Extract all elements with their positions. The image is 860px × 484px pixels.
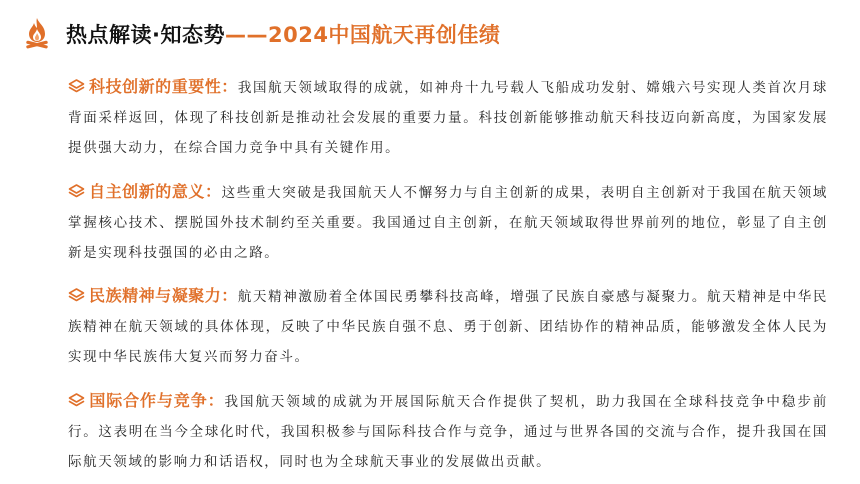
layered-diamond-icon xyxy=(68,79,85,93)
section-text: 我国航天领域的成就为开展国际航天合作提供了契机，助力我国在全球科技竞争中稳步前行。这表明在当今全球化时代，我国积极参与国际科技合作与竞争，通过与世界各国的交流与合作，提升我国在国际航天领域的影响力和话语权，同时也为全球航天事业的发展做出贡献。 xyxy=(68,393,828,470)
section-heading: 科技创新的重要性： xyxy=(89,77,238,96)
section-international-cooperation xyxy=(68,386,828,477)
section-heading: 民族精神与凝聚力： xyxy=(89,286,238,305)
content-sections xyxy=(68,72,828,484)
section-innovation-importance xyxy=(68,72,828,163)
page-title xyxy=(66,19,500,49)
section-heading: 国际合作与竞争： xyxy=(89,390,225,410)
layered-diamond-icon xyxy=(68,393,85,407)
layered-diamond-icon xyxy=(68,184,85,198)
page-title-accent: ——2024中国航天再创佳绩 xyxy=(224,23,501,47)
campfire-icon xyxy=(22,16,52,52)
page-title-main: 热点解读·知态势 xyxy=(66,23,225,47)
header xyxy=(22,12,500,56)
layered-diamond-icon xyxy=(68,288,85,302)
section-independent-innovation xyxy=(68,177,828,268)
section-national-spirit xyxy=(68,281,828,372)
section-heading: 自主创新的意义： xyxy=(89,181,222,201)
section-text: 航天精神激励着全体国民勇攀科技高峰，增强了民族自豪感与凝聚力。航天精神是中华民族精神在航天领域的具体体现，反映了中华民族自强不息、勇于创新、团结协作的精神品质，能够激发全体人民为实现中华民族伟大复兴而努力奋斗。 xyxy=(68,289,828,365)
section-text: 我国航天领域取得的成就，如神舟十九号载人飞船成功发射、嫦娥六号实现人类首次月球背面采样返回，体现了科技创新是推动社会发展的重要力量。科技创新能够推动航天科技迈向新高度，为国家发展提供强大动力，在综合国力竞争中具有关键作用。 xyxy=(68,80,828,156)
section-text: 这些重大突破是我国航天人不懈努力与自主创新的成果，表明自主创新对于我国在航天领域掌握核心技术、摆脱国外技术制约至关重要。我国通过自主创新，在航天领域取得世界前列的地位，彰显了自主创新是实现科技强国的必由之路。 xyxy=(68,184,828,261)
